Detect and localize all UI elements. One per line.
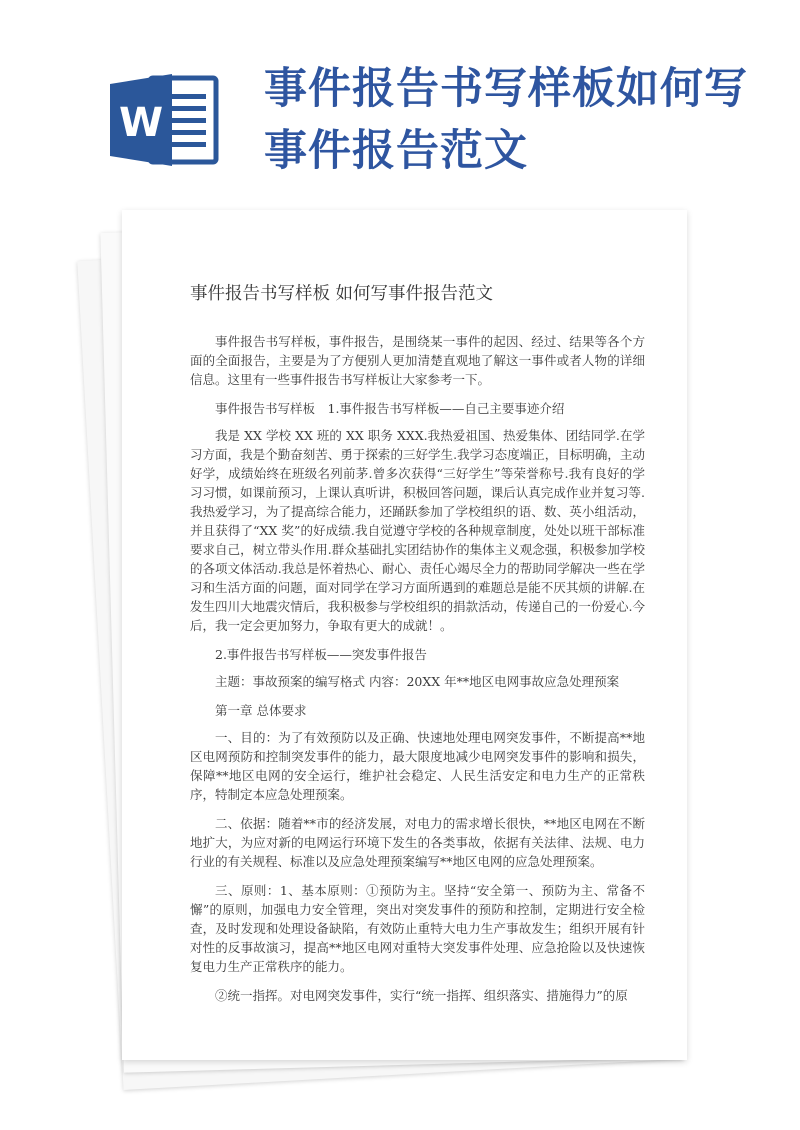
page-header [0,0,800,210]
body-paragraph: ②统一指挥。对电网突发事件，实行“统一指挥、组织落实、措施得力”的原 [215,988,628,1003]
document-body [190,270,645,1015]
section-heading: 事件报告书写样板 1.事件报告书写样板——自己主要事迹介绍 [215,401,565,416]
body-paragraph: 二、依据：随着**市的经济发展，对电力的需求增长很快，**地区电网在不断地扩大，为应对新的电网运行环境下发生的各类事故，依据有关法律、法规、电力行业的有关规程、标准以及应急处理预案编写**地区电网的应急处理预案。 [190,816,645,869]
word-logo-letter: W [118,100,164,146]
document-title: 事件报告书写样板 如何写事件报告范文 [190,284,494,304]
section-heading: 2.事件报告书写样板——突发事件报告 [215,647,427,662]
page-title: 事件报告书写样板如何写事件报告范文 [264,64,748,176]
body-paragraph: 三、原则：1、基本原则：①预防为主。坚持“安全第一、预防为主、常备不懈”的原则，加强电力安全管理，突出对突发事件的预防和控制，定期进行安全检查，及时发现和处理设备缺陷，有效防止重特大电力生产事故发生；组织开展有针对性的反事故演习，提高**地区电网对重特大突发事件处理、应急抢险以及快速恢复电力生产正常秩序的能力。 [190,883,645,974]
body-paragraph: 主题：事故预案的编写格式 内容：20XX 年**地区电网事故应急处理预案 [215,674,620,689]
body-paragraph: 一、目的：为了有效预防以及正确、快速地处理电网突发事件，不断提高**地区电网预防和控制突发事件的能力，最大限度地减少电网突发事件的影响和损失，保障**地区电网的安全运行，维护社会稳定、人民生活安定和电力生产的正常秩序，特制定本应急处理预案。 [190,730,645,802]
body-paragraph: 我是 XX 学校 XX 班的 XX 职务 XXX.我热爱祖国、热爱集体、团结同学.在学习方面，我是个勤奋刻苦、勇于探索的三好学生.我学习态度端正，目标明确，主动好学，成绩始终在班级名列前茅.曾多次获得“三好学生”等荣誉称号.我有良好的学习习惯，如课前预习，上课认真听讲，积极回答问题，课后认真完成作业并复习等.我热爱学习，为了提高综合能力，还踊跃参加了学校组织的语、数、英小组活动，并且获得了“XX 奖”的好成绩.我自觉遵守学校的各种规章制度，处处以班干部标准要求自己，树立带头作用.群众基础扎实团结协作的集体主义观念强，积极参加学校的各项文体活动.我总是怀着热心、耐心、责任心竭尽全力的帮助同学解决一些在学习和生活方面的问题，面对同学在学习方面所遇到的难题总是能不厌其烦的讲解.在发生四川大地震灾情后，我积极参与学校组织的捐款活动，传递自己的一份爱心.今后，我一定会更加努力，争取有更大的成就！。 [190,428,645,633]
word-document-icon [110,70,222,170]
intro-paragraph: 事件报告书写样板，事件报告，是围绕某一事件的起因、经过、结果等各个方面的全面报告，主要是为了方便别人更加清楚直观地了解这一事件或者人物的详细信息。这里有一些事件报告书写样板让大家参考一下。 [190,334,645,387]
chapter-heading: 第一章 总体要求 [215,703,307,718]
